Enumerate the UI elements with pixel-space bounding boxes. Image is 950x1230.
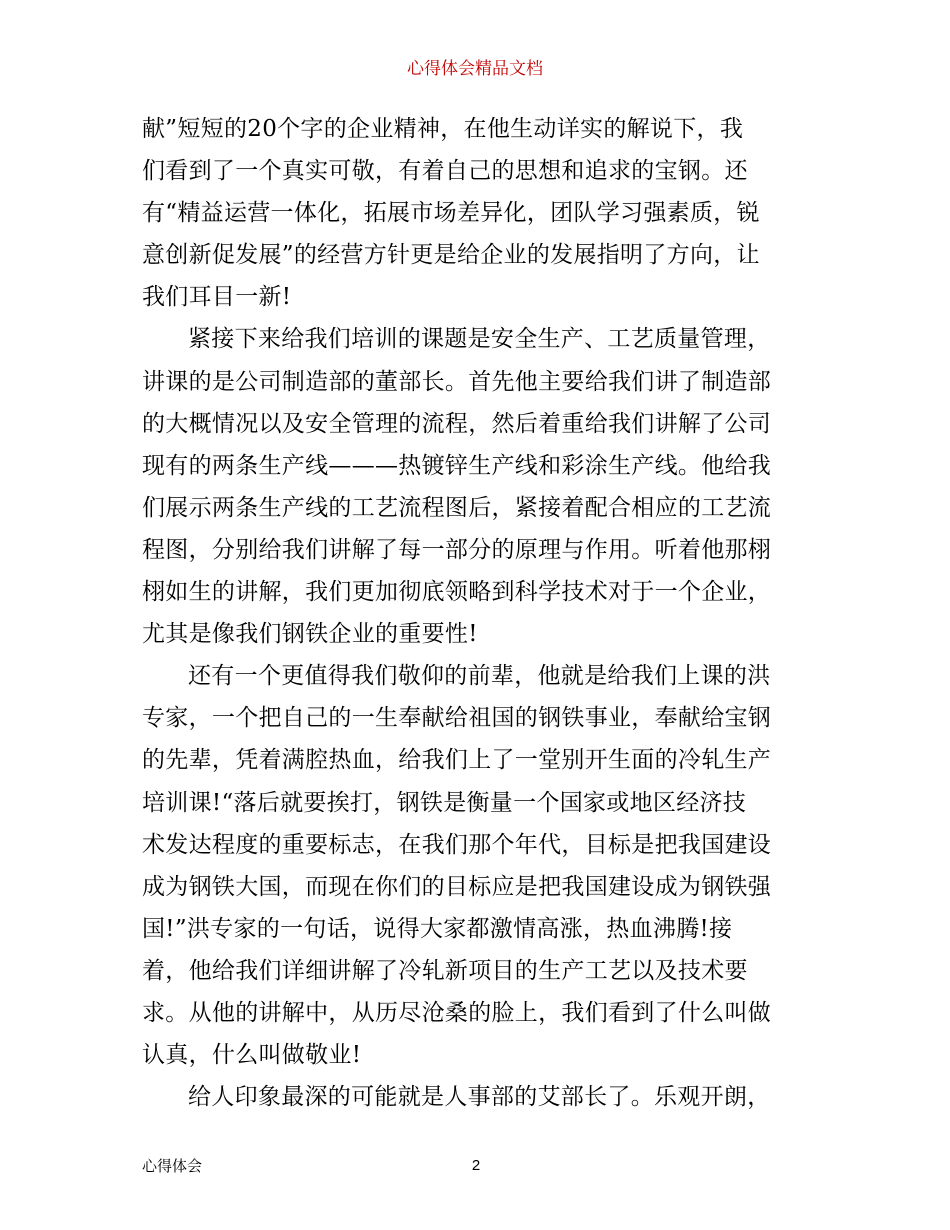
text-line: 栩如生的讲解，我们更加彻底领略到科学技术对于一个企业， — [142, 579, 772, 606]
footer-label: 心得体会 — [142, 1157, 203, 1175]
text-line: 认真，什么叫做敬业! — [142, 1042, 362, 1069]
text-line: 现有的两条生产线———热镀锌生产线和彩涂生产线。他给我 — [142, 452, 772, 479]
text-line: 成为钢铁大国，而现在你们的目标应是把我国建设成为钢铁强 — [142, 873, 772, 900]
text-line: 培训课!“落后就要挨打，钢铁是衡量一个国家或地区经济技 — [142, 789, 747, 816]
document-body — [142, 108, 814, 1118]
text-line: 有“精益运营一体化，拓展市场差异化，团队学习强素质，锐 — [142, 200, 760, 227]
text-line: 献”短短的20个字的企业精神，在他生动详实的解说下，我 — [142, 116, 744, 142]
text-line: 们展示两条生产线的工艺流程图后，紧接着配合相应的工艺流 — [142, 494, 772, 521]
text-line: 意创新促发展”的经营方针更是给企业的发展指明了方向，让 — [142, 242, 760, 269]
text-line: 我们耳目一新! — [142, 284, 292, 311]
text-line: 术发达程度的重要标志，在我们那个年代，目标是把我国建设 — [142, 831, 772, 858]
text-line: 的大概情况以及安全管理的流程，然后着重给我们讲解了公司 — [142, 410, 772, 437]
text-line: 们看到了一个真实可敬，有着自己的思想和追求的宝钢。还 — [142, 158, 748, 185]
text-line: 求。从他的讲解中，从历尽沧桑的脸上，我们看到了什么叫做 — [142, 999, 772, 1026]
text-line: 专家，一个把自己的一生奉献给祖国的钢铁事业，奉献给宝钢 — [142, 705, 772, 732]
page-header-title: 心得体会精品文档 — [407, 59, 543, 79]
paragraph-first-line: 给人印象最深的可能就是人事部的艾部长了。乐观开朗， — [188, 1084, 771, 1111]
text-line: 讲课的是公司制造部的董部长。首先他主要给我们讲了制造部 — [142, 368, 772, 395]
paragraph-first-line: 紧接下来给我们培训的课题是安全生产、工艺质量管理， — [188, 326, 771, 353]
text-line: 国!”洪专家的一句话，说得大家都激情高涨，热血沸腾!接 — [142, 915, 733, 942]
text-line: 的先辈，凭着满腔热血，给我们上了一堂别开生面的冷轧生产 — [142, 747, 772, 774]
text-line: 尤其是像我们钢铁企业的重要性! — [142, 621, 478, 648]
text-line: 着，他给我们详细讲解了冷轧新项目的生产工艺以及技术要 — [142, 957, 748, 984]
text-line: 程图，分别给我们讲解了每一部分的原理与作用。听着他那栩 — [142, 536, 772, 563]
page-number: 2 — [471, 1157, 481, 1174]
paragraph-first-line: 还有一个更值得我们敬仰的前辈，他就是给我们上课的洪 — [188, 663, 771, 690]
